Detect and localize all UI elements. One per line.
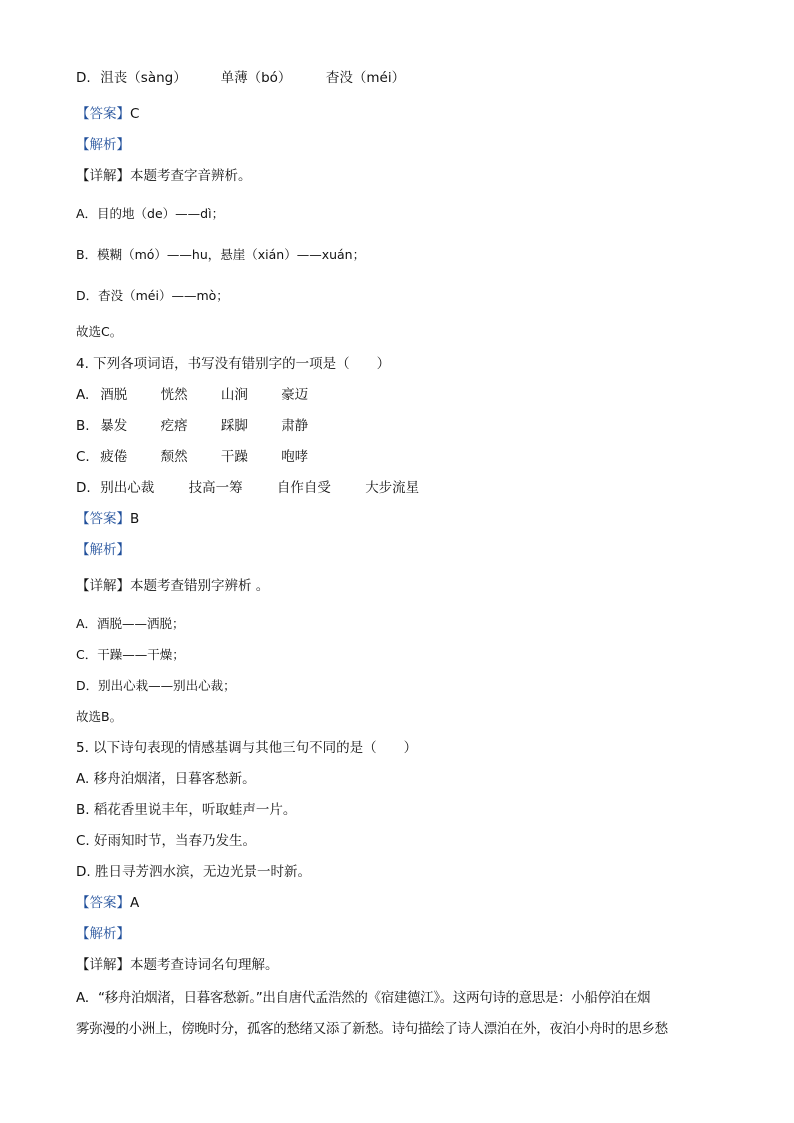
q4-option-a: [76, 385, 308, 405]
option-letter: D.: [76, 70, 91, 86]
option-word: 大步流星: [365, 480, 420, 496]
q3-analysis-label: 【解析】: [76, 137, 130, 153]
q5-analysis-label: 【解析】: [76, 926, 130, 942]
option-word: 疙瘩: [160, 418, 188, 434]
q3-conclusion: 故选C。: [76, 324, 123, 339]
option-word: 别出心裁: [100, 480, 155, 496]
q4-analysis-label: 【解析】: [76, 542, 130, 558]
option-letter: A.: [76, 387, 90, 403]
option-word: 踩脚: [220, 418, 248, 434]
option-word: 技高一筹: [188, 480, 243, 496]
answer-label: 【答案】: [76, 106, 130, 122]
option-word: 暴发: [100, 418, 128, 434]
answer-value: C: [130, 106, 140, 122]
q5-stem: 5. 以下诗句表现的情感基调与其他三句不同的是（ ）: [76, 740, 418, 756]
option-letter: B.: [76, 418, 90, 434]
option-word: 颓然: [160, 449, 188, 465]
q3-option-d: [76, 68, 405, 88]
q5-explain-paragraph-line: A．“移舟泊烟渚，日暮客愁新。”出自唐代孟浩然的《宿建德江》。这两句诗的意思是：小船停泊在烟: [76, 990, 651, 1006]
q3-detail: 【详解】本题考查字音辨析。: [76, 168, 252, 184]
option-word: 干躁: [220, 449, 248, 465]
q4-option-b: [76, 416, 308, 436]
q5-option: A. 移舟泊烟渚，日暮客愁新。: [76, 771, 256, 787]
answer-value: B: [130, 511, 140, 527]
option-letter: C.: [76, 449, 90, 465]
q3-answer: [76, 104, 139, 124]
answer-label: 【答案】: [76, 895, 130, 911]
q4-conclusion: 故选B。: [76, 709, 123, 724]
q5-option: D. 胜日寻芳泗水滨，无边光景一时新。: [76, 864, 311, 880]
q5-detail: 【详解】本题考查诗词名句理解。: [76, 957, 279, 973]
q5-explain-paragraph-line: 雾弥漫的小洲上，傍晚时分，孤客的愁绪又添了新愁。诗句描绘了诗人漂泊在外，夜泊小舟时的思乡愁: [76, 1021, 668, 1037]
q5-answer: [76, 893, 139, 913]
q4-option-c: [76, 447, 308, 467]
option-word: 疲倦: [100, 449, 128, 465]
q5-option: C. 好雨知时节，当春乃发生。: [76, 833, 257, 849]
option-word: 单薄（bó）: [220, 70, 292, 86]
q4-detail: 【详解】本题考查错别字辨析 。: [76, 578, 270, 594]
option-word: 山涧: [220, 387, 248, 403]
q4-explain-line: C．干躁——干燥；: [76, 647, 185, 662]
option-word: 沮丧（sàng）: [100, 70, 187, 86]
q3-explain-line: B．模糊（mó）——hu，悬崖（xián）——xuán；: [76, 247, 366, 262]
option-word: 杳没（méi）: [325, 70, 406, 86]
answer-value: A: [130, 895, 140, 911]
q4-explain-line: A．酒脱——洒脱；: [76, 616, 185, 631]
option-word: 咆哮: [281, 449, 309, 465]
option-word: 肃静: [281, 418, 309, 434]
option-word: 酒脱: [100, 387, 128, 403]
option-letter: D.: [76, 480, 91, 496]
q4-option-d: [76, 478, 419, 498]
q4-answer: [76, 509, 139, 529]
answer-label: 【答案】: [76, 511, 130, 527]
q3-explain-line: A．目的地（de）——dì；: [76, 206, 225, 221]
option-word: 自作自受: [276, 480, 331, 496]
q3-explain-line: D．杳没（méi）——mò；: [76, 288, 229, 303]
q5-option: B. 稻花香里说丰年，听取蛙声一片。: [76, 802, 297, 818]
option-word: 恍然: [160, 387, 188, 403]
q4-explain-line: D．别出心栽——别出心裁；: [76, 678, 236, 693]
q4-stem: 4. 下列各项词语，书写没有错别字的一项是（ ）: [76, 356, 391, 372]
option-word: 豪迈: [281, 387, 309, 403]
